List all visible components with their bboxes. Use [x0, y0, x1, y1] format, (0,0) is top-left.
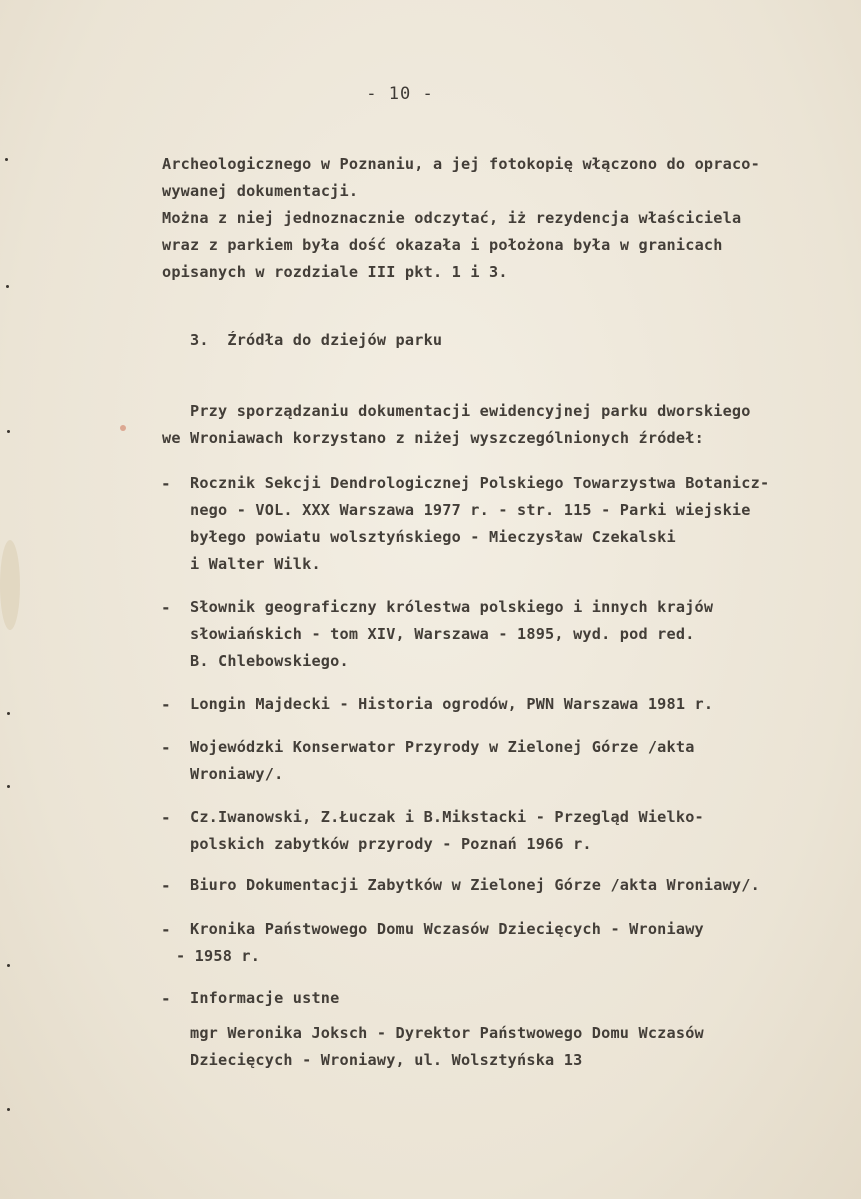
source-line: Biuro Dokumentacji Zabytków w Zielonej Górze /akta Wroniawy/. [190, 876, 760, 894]
source-line: Słownik geograficzny królestwa polskiego i innych krajów [190, 598, 714, 616]
intro-line: wywanej dokumentacji. [162, 182, 359, 200]
bullet-dash: - [161, 920, 171, 939]
punch-mark [6, 285, 9, 288]
source-line: - 1958 r. [176, 947, 261, 965]
source-line: Wojewódzki Konserwator Przyrody w Zielonej Górze /akta [190, 738, 695, 756]
intro-line: Można z niej jednoznacznie odczytać, iż rezydencja właściciela [162, 209, 742, 227]
source-line: Wroniawy/. [190, 765, 284, 783]
source-line: mgr Weronika Joksch - Dyrektor Państwowego Domu Wczasów [190, 1024, 704, 1042]
paper-stain [120, 425, 126, 431]
source-line: słowiańskich - tom XIV, Warszawa - 1895, wyd. pod red. [190, 625, 695, 643]
source-line: Kronika Państwowego Domu Wczasów Dziecięcych - Wroniawy [190, 920, 704, 938]
bullet-dash: - [161, 695, 171, 714]
intro-line: Archeologicznego w Poznaniu, a jej fotokopię włączono do opraco- [162, 155, 760, 173]
source-line: B. Chlebowskiego. [190, 652, 349, 670]
bullet-dash: - [161, 989, 171, 1008]
lead-line: we Wroniawach korzystano z niżej wyszczególnionych źródeł: [162, 429, 704, 447]
source-line: Dziecięcych - Wroniawy, ul. Wolsztyńska 13 [190, 1051, 583, 1069]
section-heading: 3. Źródła do dziejów parku [190, 331, 443, 349]
punch-mark [7, 1108, 10, 1111]
source-line: nego - VOL. XXX Warszawa 1977 r. - str. 115 - Parki wiejskie [190, 501, 751, 519]
source-line: Informacje ustne [190, 989, 340, 1007]
punch-mark [7, 964, 10, 967]
source-line: Longin Majdecki - Historia ogrodów, PWN Warszawa 1981 r. [190, 695, 714, 713]
paper-stain [0, 540, 20, 630]
source-line: byłego powiatu wolsztyńskiego - Mieczysław Czekalski [190, 528, 676, 546]
bullet-dash: - [161, 738, 171, 757]
source-line: i Walter Wilk. [190, 555, 321, 573]
bullet-dash: - [161, 598, 171, 617]
page-number: - 10 - [366, 84, 434, 104]
source-line: polskich zabytków przyrody - Poznań 1966 r. [190, 835, 592, 853]
intro-line: opisanych w rozdziale III pkt. 1 i 3. [162, 263, 508, 281]
punch-mark [7, 430, 10, 433]
intro-line: wraz z parkiem była dość okazała i położona była w granicach [162, 236, 723, 254]
bullet-dash: - [161, 876, 171, 895]
punch-mark [5, 158, 8, 161]
source-line: Cz.Iwanowski, Z.Łuczak i B.Mikstacki - Przegląd Wielko- [190, 808, 704, 826]
bullet-dash: - [161, 808, 171, 827]
punch-mark [7, 785, 10, 788]
lead-line: Przy sporządzaniu dokumentacji ewidencyjnej parku dworskiego [190, 402, 751, 420]
punch-mark [7, 712, 10, 715]
bullet-dash: - [161, 474, 171, 493]
source-line: Rocznik Sekcji Dendrologicznej Polskiego Towarzystwa Botanicz- [190, 474, 770, 492]
